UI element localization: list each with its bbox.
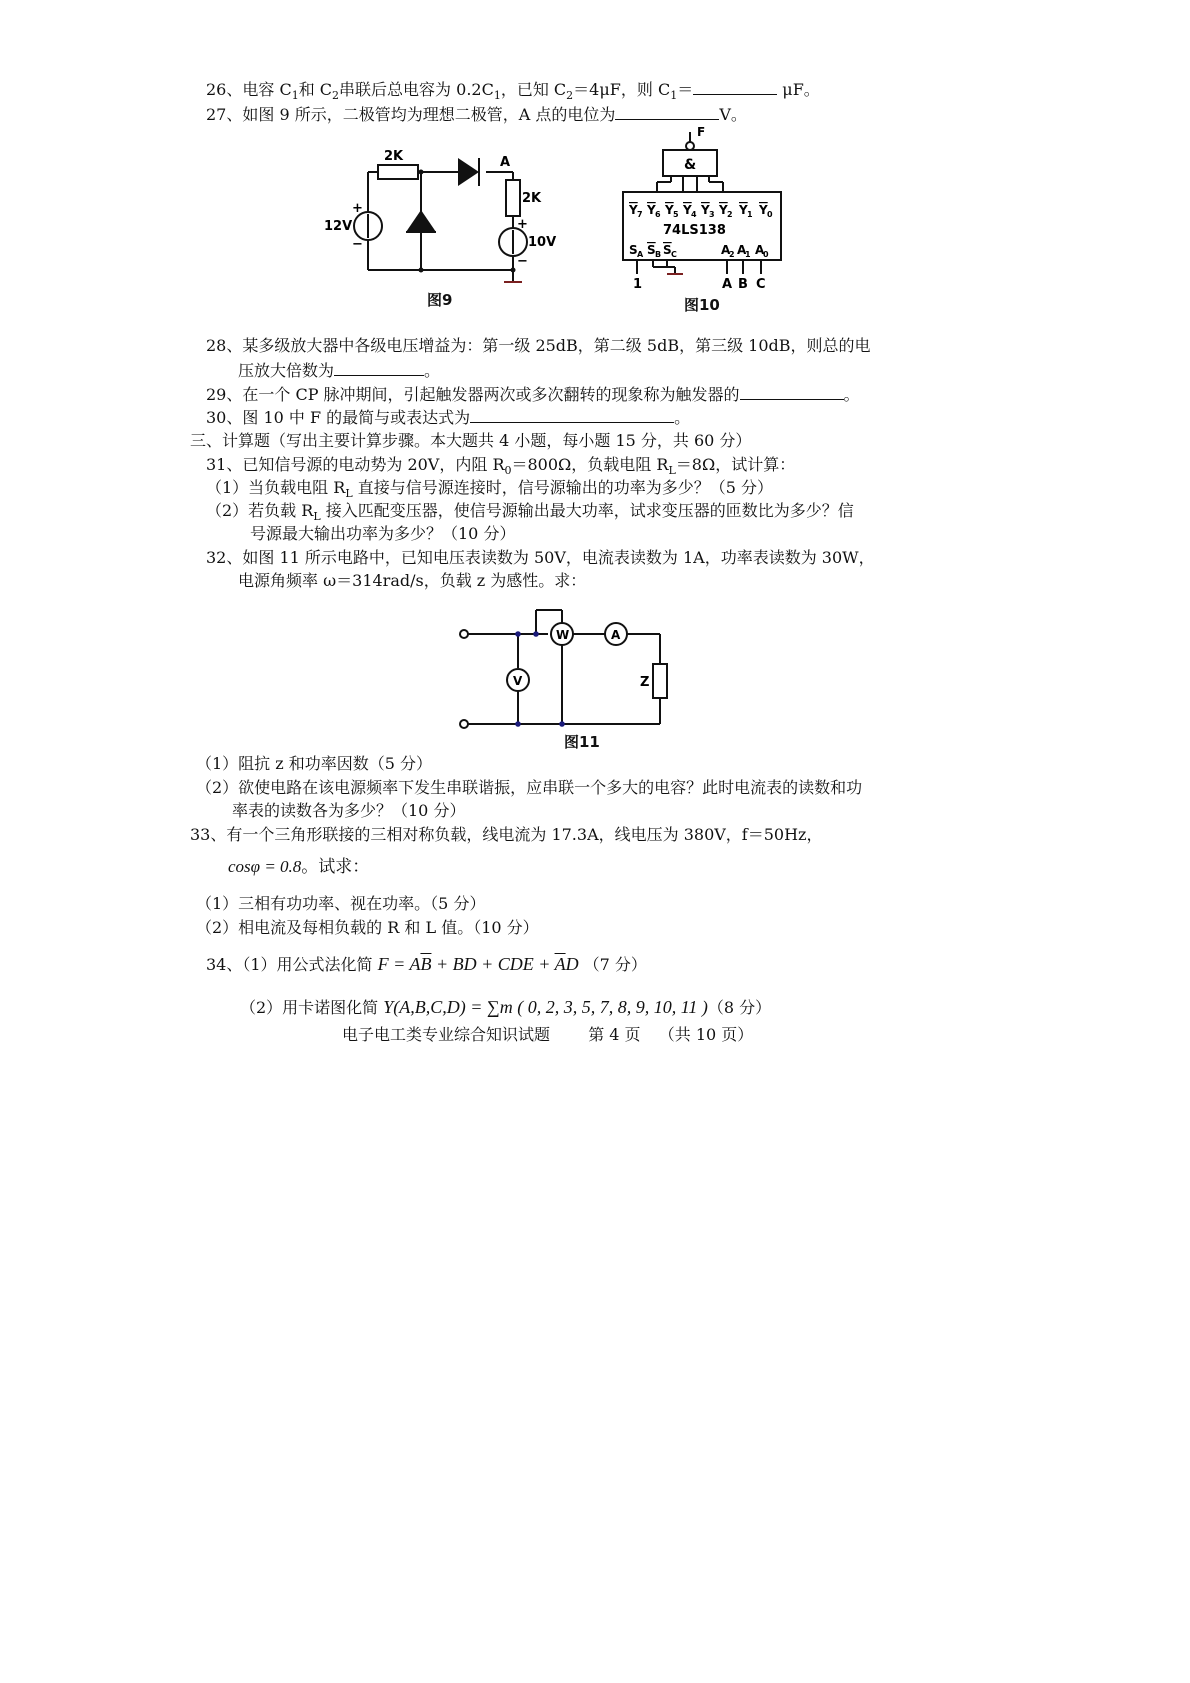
question-34-part2: （2）用卡诺图化简 Y(A,B,C,D) = ∑m ( 0, 2, 3, 5, 7, 8, 9, 10, 11 )（8 分） bbox=[240, 997, 772, 1017]
figure-10-decoder bbox=[615, 122, 795, 302]
svg-text:2K: 2K bbox=[384, 149, 404, 164]
figure-9-caption: 图9 bbox=[427, 291, 453, 309]
question-27: 27、如图 9 所示，二极管均为理想二极管，A 点的电位为 V。 bbox=[206, 105, 747, 124]
question-33-part1: （1）三相有功功率、视在功率。（5 分） bbox=[196, 894, 486, 913]
svg-text:Y: Y bbox=[759, 203, 768, 217]
svg-text:2: 2 bbox=[729, 250, 735, 259]
question-33-line2: cosφ = 0.8。试求： bbox=[228, 857, 370, 877]
svg-text:+: + bbox=[352, 201, 363, 216]
figure-11-circuit bbox=[452, 600, 682, 740]
question-29: 29、在一个 CP 脉冲期间，引起触发器两次或多次翻转的现象称为触发器的 。 bbox=[206, 385, 860, 404]
svg-text:3: 3 bbox=[709, 210, 715, 219]
svg-text:A: A bbox=[737, 243, 747, 257]
question-33-part2: （2）相电流及每相负载的 R 和 L 值。（10 分） bbox=[196, 918, 539, 937]
svg-text:−: − bbox=[517, 254, 528, 269]
svg-text:0: 0 bbox=[767, 210, 773, 219]
svg-text:Y: Y bbox=[683, 203, 692, 217]
svg-text:2K: 2K bbox=[522, 191, 542, 206]
answer-blank bbox=[693, 78, 777, 95]
figure-10-caption: 图10 bbox=[684, 296, 720, 314]
svg-text:A: A bbox=[611, 628, 621, 642]
svg-text:7: 7 bbox=[637, 210, 643, 219]
svg-text:A: A bbox=[721, 243, 731, 257]
svg-text:A: A bbox=[500, 155, 511, 170]
diode-series-icon bbox=[458, 158, 479, 186]
question-28-line1: 28、某多级放大器中各级电压增益为：第一级 25dB，第二级 5dB，第三级 10dB，则总的电 bbox=[206, 336, 871, 355]
svg-text:Y: Y bbox=[719, 203, 728, 217]
svg-text:1: 1 bbox=[633, 277, 643, 292]
question-31: 31、已知信号源的电动势为 20V，内阻 $R_0=800\Omega$，负载电阻 $R_L=8\Omega$，试计算： bbox=[206, 455, 796, 478]
figure-11-caption: 图11 bbox=[564, 733, 600, 751]
question-32-part1: （1）阻抗 z 和功率因数（5 分） bbox=[196, 754, 433, 773]
svg-text:Z: Z bbox=[640, 675, 650, 690]
answer-blank bbox=[615, 103, 719, 120]
svg-text:A: A bbox=[722, 277, 733, 292]
question-31-part1: （1）当负载电阻 $R_L$ 直接与信号源连接时，信号源输出的功率为多少？（5 分） bbox=[206, 478, 773, 501]
svg-text:F: F bbox=[697, 125, 706, 139]
svg-text:W: W bbox=[556, 628, 570, 642]
question-32-line1: 32、如图 11 所示电路中，已知电压表读数为 50V，电流表读数为 1A，功率表读数为 30W， bbox=[206, 548, 875, 567]
question-33-line1: 33、有一个三角形联接的三相对称负载，线电流为 17.3A，线电压为 380V，f＝50Hz， bbox=[190, 825, 823, 844]
question-32-line2: 电源角频率 ω＝314rad/s，负载 z 为感性。求： bbox=[238, 571, 587, 590]
svg-text:4: 4 bbox=[691, 210, 697, 219]
answer-blank bbox=[334, 359, 424, 376]
svg-text:0: 0 bbox=[763, 250, 769, 259]
svg-text:S: S bbox=[663, 243, 672, 257]
svg-text:S: S bbox=[647, 243, 656, 257]
svg-text:5: 5 bbox=[673, 210, 679, 219]
question-31-part2: （2）若负载 $R_L$ 接入匹配变压器，使信号源输出最大功率，试求变压器的匝数比为多少？信 bbox=[206, 501, 854, 524]
svg-text:1: 1 bbox=[747, 210, 753, 219]
svg-text:Y: Y bbox=[647, 203, 656, 217]
decoder-outputs bbox=[628, 203, 773, 219]
svg-text:74LS138: 74LS138 bbox=[663, 223, 726, 238]
svg-text:A: A bbox=[637, 250, 644, 259]
svg-text:Y: Y bbox=[629, 203, 638, 217]
svg-text:+: + bbox=[517, 217, 528, 232]
svg-text:Y: Y bbox=[665, 203, 674, 217]
question-28-line2: 压放大倍数为 。 bbox=[238, 361, 441, 380]
svg-text:A: A bbox=[755, 243, 765, 257]
svg-text:C: C bbox=[756, 277, 766, 292]
svg-text:Y: Y bbox=[701, 203, 710, 217]
diode-shunt-icon bbox=[406, 210, 436, 232]
question-32-part2: （2）欲使电路在该电源频率下发生串联谐振，应串联一个多大的电容？此时电流表的读数和功 bbox=[196, 778, 863, 797]
svg-text:C: C bbox=[671, 250, 677, 259]
answer-blank bbox=[470, 406, 674, 423]
svg-text:−: − bbox=[352, 237, 363, 252]
section-3-heading: 三、计算题（写出主要计算步骤。本大题共 4 小题，每小题 15 分，共 60 分） bbox=[190, 431, 752, 450]
question-26: 26、电容 $C_1$和 $C_2$串联后总电容为 $0.2C_1$，已知 $C_2=4\mu F$，则 $C_1= \mu F$。 bbox=[206, 80, 820, 103]
question-34-part1: 34、（1）用公式法化简 $F = A\overline{B}$ + BD + CDE + $\overline{A}D$ （7 分） bbox=[206, 954, 647, 974]
answer-blank bbox=[740, 383, 844, 400]
svg-text:12V: 12V bbox=[324, 219, 353, 234]
svg-text:6: 6 bbox=[655, 210, 661, 219]
svg-text:2: 2 bbox=[727, 210, 733, 219]
question-32-part2-cont: 率表的读数各为多少？（10 分） bbox=[232, 801, 466, 820]
svg-text:V: V bbox=[513, 674, 523, 688]
decoder-inputs bbox=[629, 243, 769, 259]
page-footer: 电子电工类专业综合知识试题 第 4 页 （共 10 页） bbox=[342, 1025, 754, 1044]
svg-text:&: & bbox=[684, 157, 697, 173]
question-30: 30、图 10 中 F 的最简与或表达式为 。 bbox=[206, 408, 691, 427]
question-31-part2-cont: 号源最大输出功率为多少？（10 分） bbox=[250, 524, 516, 543]
svg-text:S: S bbox=[629, 243, 638, 257]
svg-text:1: 1 bbox=[745, 250, 751, 259]
svg-text:B: B bbox=[738, 277, 748, 292]
svg-text:B: B bbox=[655, 250, 662, 259]
svg-text:Y: Y bbox=[739, 203, 748, 217]
svg-text:10V: 10V bbox=[528, 235, 557, 250]
